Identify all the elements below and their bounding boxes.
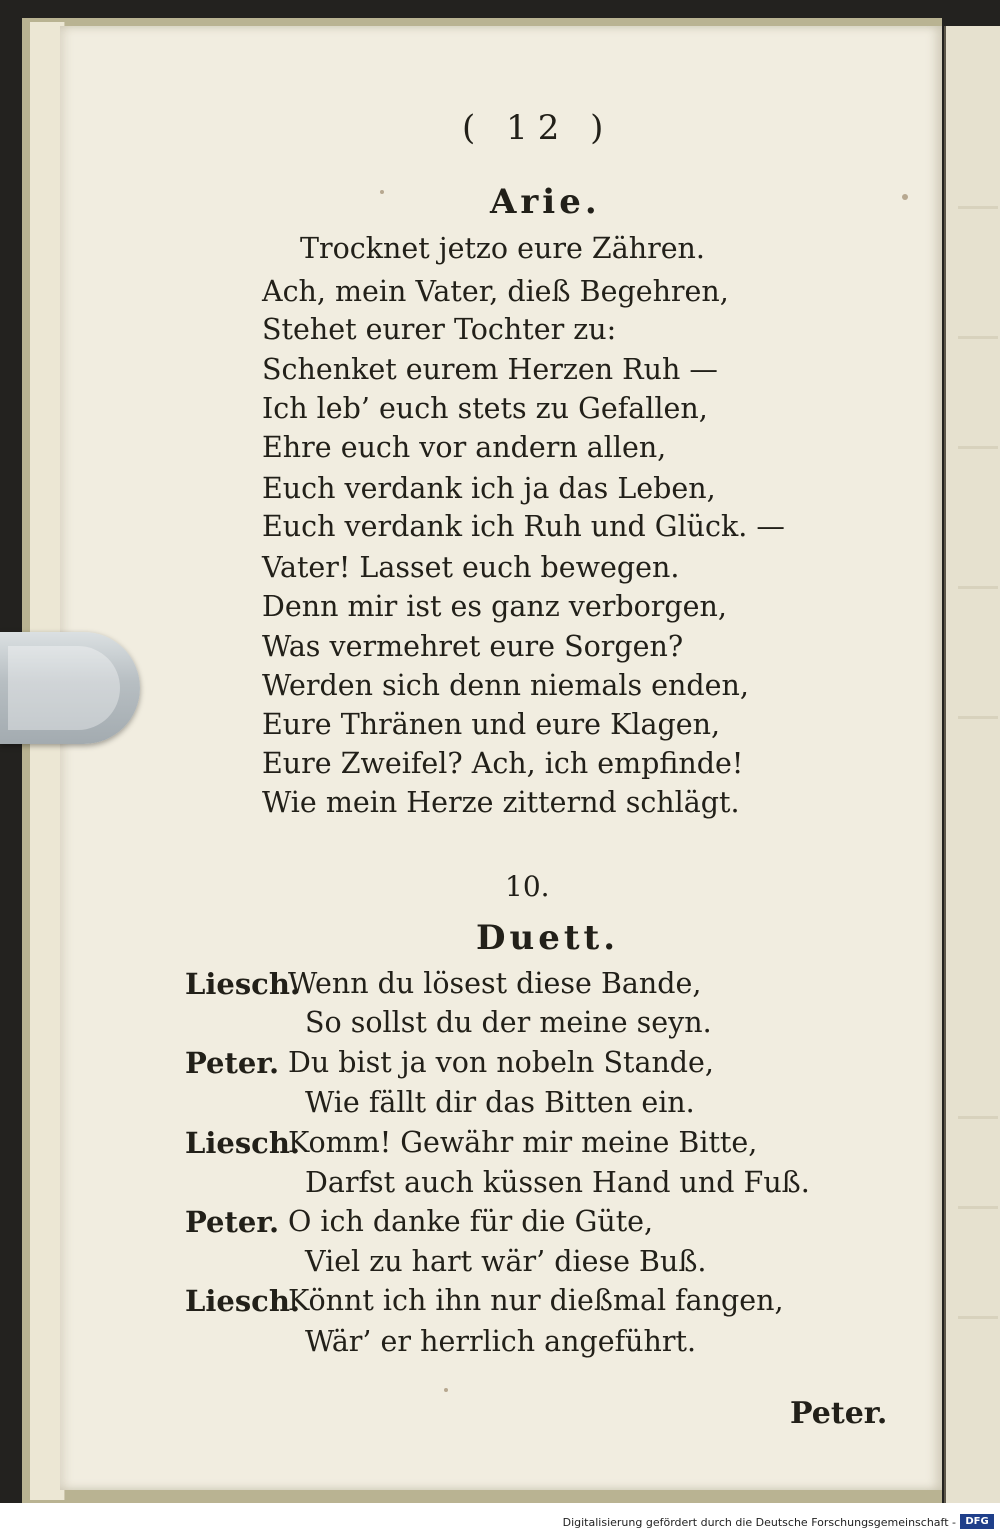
foxing-spot bbox=[444, 1388, 448, 1392]
verse-line: Darfst auch küssen Hand und Fuß. bbox=[305, 1166, 810, 1199]
speaker-name: Liesch. bbox=[185, 1126, 301, 1160]
verse-line: Trocknet jetzo eure Zähren. bbox=[300, 232, 705, 265]
dfg-logo-icon: DFG bbox=[960, 1514, 994, 1529]
speaker-name: Peter. bbox=[185, 1205, 280, 1239]
verse-line: Wär’ er herrlich angeführt. bbox=[305, 1325, 697, 1358]
number-label: 10. bbox=[505, 870, 550, 903]
verse-line: Vater! Lasset euch bewegen. bbox=[262, 551, 680, 584]
verse-line: Ehre euch vor andern allen, bbox=[262, 431, 667, 464]
verse-line: Ach, mein Vater, dieß Begehren, bbox=[262, 275, 729, 308]
speaker-name: Peter. bbox=[185, 1046, 280, 1080]
foxing-spot bbox=[380, 190, 384, 194]
verse-line: Eure Thränen und eure Klagen, bbox=[262, 708, 721, 741]
verse-line: Euch verdank ich ja das Leben, bbox=[262, 472, 716, 505]
verse-line: Wie fällt dir das Bitten ein. bbox=[305, 1086, 695, 1119]
verse-line: O ich danke für die Güte, bbox=[288, 1205, 654, 1238]
aria-heading: Arie. bbox=[490, 182, 601, 222]
verse-line: Viel zu hart wär’ diese Buß. bbox=[305, 1245, 707, 1278]
verse-line: Was vermehret eure Sorgen? bbox=[262, 630, 684, 663]
catchword: Peter. bbox=[790, 1396, 888, 1431]
plastic-page-clip bbox=[0, 632, 140, 744]
verse-line: Du bist ja von nobeln Stande, bbox=[288, 1046, 714, 1079]
speaker-name: Liesch. bbox=[185, 967, 301, 1001]
duet-heading: Duett. bbox=[476, 918, 620, 958]
page-number: ( 12 ) bbox=[462, 108, 614, 148]
verse-line: Werden sich denn niemals enden, bbox=[262, 669, 749, 702]
verse-line: Denn mir ist es ganz verborgen, bbox=[262, 590, 727, 623]
verse-line: So sollst du der meine seyn. bbox=[305, 1006, 712, 1039]
verse-line: Stehet eurer Tochter zu: bbox=[262, 313, 617, 346]
verse-line: Wie mein Herze zitternd schlägt. bbox=[262, 786, 740, 819]
foxing-spot bbox=[902, 194, 908, 200]
verse-line: Könnt ich ihn nur dießmal fangen, bbox=[288, 1284, 784, 1317]
verse-line: Schenket eurem Herzen Ruh — bbox=[262, 353, 718, 386]
verse-line: Euch verdank ich Ruh und Glück. — bbox=[262, 510, 785, 543]
footer-credit: Digitalisierung gefördert durch die Deutsche Forschungsgemeinschaft - bbox=[562, 1516, 956, 1529]
verse-line: Ich leb’ euch stets zu Gefallen, bbox=[262, 392, 708, 425]
speaker-name: Liesch. bbox=[185, 1284, 301, 1318]
verse-line: Eure Zweifel? Ach, ich empfinde! bbox=[262, 747, 744, 780]
facing-page-edge bbox=[944, 26, 1000, 1506]
verse-line: Komm! Gewähr mir meine Bitte, bbox=[288, 1126, 758, 1159]
verse-line: Wenn du lösest diese Bande, bbox=[288, 967, 702, 1000]
